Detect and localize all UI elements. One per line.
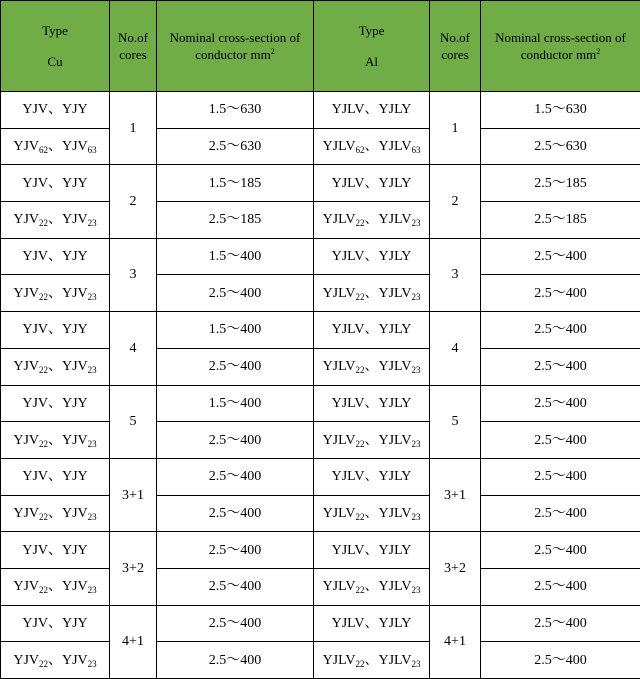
cu-type-separator: 、 xyxy=(48,102,62,118)
cu-section-cell xyxy=(157,275,314,312)
table-row xyxy=(1,532,640,569)
header-type-cu-material: Cu xyxy=(47,54,63,69)
al-type-separator: 、 xyxy=(364,249,379,265)
cu-section-value: 2.5～400 xyxy=(208,615,262,631)
cu-section-value: 1.5～400 xyxy=(208,322,262,338)
cu-section-cell xyxy=(157,92,314,129)
cu-type-a: YJV xyxy=(13,359,39,375)
al-type-separator: 、 xyxy=(364,469,379,485)
table-body xyxy=(1,92,640,679)
cu-type-b: YJV xyxy=(62,359,88,375)
al-type-a-sub: 22 xyxy=(355,291,365,302)
cu-type-cell xyxy=(1,458,110,495)
cu-type-separator: 、 xyxy=(48,652,62,668)
header-type-al-label: Type xyxy=(358,23,385,38)
al-type-a-sub: 22 xyxy=(355,438,365,449)
header-type-al-material: Al xyxy=(365,54,378,69)
al-type-separator: 、 xyxy=(364,432,379,448)
al-type-b: YJLY xyxy=(378,395,412,411)
header-section-label-2: Nominal cross-section of conductor mm xyxy=(495,30,626,62)
cu-type-a: YJV xyxy=(22,469,48,485)
cu-type-separator: 、 xyxy=(48,615,62,631)
al-section-cell xyxy=(481,202,640,239)
al-section-cell xyxy=(481,348,640,385)
cu-type-a: YJV xyxy=(13,652,39,668)
cu-type-a-sub: 22 xyxy=(39,218,48,229)
table-row xyxy=(1,238,640,275)
al-section-value: 2.5～400 xyxy=(534,542,587,558)
cu-type-cell xyxy=(1,128,110,165)
table-row xyxy=(1,202,640,239)
al-type-b: YJLV xyxy=(378,285,412,301)
header-cores-label-2: No.of cores xyxy=(440,30,470,62)
cu-section-cell xyxy=(157,348,314,385)
cu-type-cell xyxy=(1,165,110,202)
al-type-a: YJLV xyxy=(322,359,356,375)
cu-type-a-sub: 22 xyxy=(39,365,48,376)
cu-cores-cell xyxy=(110,238,157,311)
cu-section-value: 2.5～185 xyxy=(208,212,262,228)
al-type-cell xyxy=(314,92,430,129)
al-type-separator: 、 xyxy=(364,579,379,595)
cu-cores-cell xyxy=(110,532,157,605)
cu-type-separator: 、 xyxy=(48,139,62,155)
al-type-separator: 、 xyxy=(364,175,379,191)
cu-type-separator: 、 xyxy=(48,322,62,338)
cu-type-a: YJV xyxy=(22,322,48,338)
al-type-cell xyxy=(314,385,430,422)
table-row xyxy=(1,605,640,642)
cu-type-b: YJY xyxy=(62,175,88,191)
al-type-b: YJLV xyxy=(378,579,412,595)
al-type-separator: 、 xyxy=(364,285,379,301)
al-type-b: YJLV xyxy=(378,212,412,228)
cu-type-a: YJV xyxy=(22,395,48,411)
al-type-cell xyxy=(314,495,430,532)
cu-type-b: YJY xyxy=(62,249,88,265)
al-section-value: 2.5～400 xyxy=(534,322,587,338)
al-type-cell xyxy=(314,532,430,569)
al-section-value: 2.5～400 xyxy=(534,469,587,485)
cu-type-separator: 、 xyxy=(48,579,62,595)
table-row xyxy=(1,458,640,495)
cu-type-separator: 、 xyxy=(48,542,62,558)
cu-type-b: YJV xyxy=(62,652,88,668)
cu-type-b: YJV xyxy=(62,432,88,448)
cu-type-a: YJV xyxy=(13,505,39,521)
al-type-b: YJLY xyxy=(378,175,412,191)
al-type-a: YJLV xyxy=(331,542,365,558)
al-type-separator: 、 xyxy=(364,615,379,631)
al-type-separator: 、 xyxy=(364,652,379,668)
table-row xyxy=(1,422,640,459)
al-type-a: YJLV xyxy=(322,139,356,155)
al-type-cell xyxy=(314,238,430,275)
al-type-a: YJLV xyxy=(331,102,365,118)
al-section-cell xyxy=(481,605,640,642)
cu-type-b: YJY xyxy=(62,395,88,411)
al-type-a-sub: 22 xyxy=(355,365,365,376)
al-type-separator: 、 xyxy=(364,212,379,228)
al-section-cell xyxy=(481,275,640,312)
cu-type-b: YJY xyxy=(62,469,88,485)
al-section-value: 2.5～400 xyxy=(534,505,587,521)
al-type-cell xyxy=(314,348,430,385)
al-type-a: YJLV xyxy=(322,579,356,595)
cu-section-cell xyxy=(157,532,314,569)
al-type-cell xyxy=(314,128,430,165)
cu-type-separator: 、 xyxy=(48,285,62,301)
al-type-separator: 、 xyxy=(364,505,379,521)
al-type-a: YJLV xyxy=(331,395,365,411)
al-type-a: YJLV xyxy=(322,285,356,301)
cu-type-separator: 、 xyxy=(48,175,62,191)
al-type-b: YJLY xyxy=(378,249,412,265)
cu-type-separator: 、 xyxy=(48,359,62,375)
al-section-value: 2.5～400 xyxy=(534,652,587,668)
cu-type-cell xyxy=(1,642,110,679)
cu-section-cell xyxy=(157,312,314,349)
cu-type-cell xyxy=(1,495,110,532)
al-section-value: 2.5～400 xyxy=(534,395,587,411)
al-cores-value: 3 xyxy=(451,267,459,283)
cu-cores-value: 3+2 xyxy=(122,560,144,576)
cu-type-a: YJV xyxy=(22,542,48,558)
al-section-value: 2.5～185 xyxy=(534,212,587,228)
cu-type-separator: 、 xyxy=(48,505,62,521)
al-type-b-sub: 23 xyxy=(411,438,421,449)
cu-cores-cell xyxy=(110,312,157,385)
header-section-unit-sup-2: 2 xyxy=(596,47,601,56)
al-type-b: YJLY xyxy=(378,615,412,631)
header-type-al xyxy=(314,1,430,92)
al-type-separator: 、 xyxy=(364,102,379,118)
table-row xyxy=(1,275,640,312)
cu-cores-value: 5 xyxy=(129,414,137,430)
cu-section-cell xyxy=(157,642,314,679)
cu-cores-value: 1 xyxy=(129,120,137,136)
al-type-cell xyxy=(314,568,430,605)
cu-cores-cell xyxy=(110,92,157,165)
cu-section-cell xyxy=(157,605,314,642)
al-type-a-sub: 22 xyxy=(355,585,365,596)
cu-type-b: YJV xyxy=(62,505,88,521)
cu-type-a: YJV xyxy=(22,175,48,191)
cu-type-cell xyxy=(1,385,110,422)
cu-cores-value: 4 xyxy=(129,340,137,356)
cu-type-cell xyxy=(1,92,110,129)
cu-section-cell xyxy=(157,202,314,239)
cu-type-a: YJV xyxy=(13,579,39,595)
table-row xyxy=(1,642,640,679)
table-row xyxy=(1,92,640,129)
al-type-a: YJLV xyxy=(331,322,365,338)
al-type-separator: 、 xyxy=(364,395,379,411)
al-section-cell xyxy=(481,165,640,202)
cu-cores-value: 3 xyxy=(129,267,137,283)
al-section-cell xyxy=(481,238,640,275)
al-type-b: YJLY xyxy=(378,322,412,338)
al-cores-value: 1 xyxy=(451,120,459,136)
cu-type-separator: 、 xyxy=(48,469,62,485)
header-cores-2 xyxy=(430,1,481,92)
cu-type-a: YJV xyxy=(13,285,39,301)
al-type-separator: 、 xyxy=(364,359,379,375)
al-cores-cell xyxy=(430,385,481,458)
cu-type-b: YJY xyxy=(62,615,88,631)
cu-section-cell xyxy=(157,568,314,605)
cu-type-cell xyxy=(1,202,110,239)
al-section-value: 2.5～400 xyxy=(534,432,587,448)
al-type-b-sub: 23 xyxy=(411,511,421,522)
cu-type-b: YJV xyxy=(62,579,88,595)
cu-section-cell xyxy=(157,128,314,165)
al-cores-cell xyxy=(430,312,481,385)
al-section-value: 2.5～400 xyxy=(534,285,587,301)
cu-section-value: 2.5～400 xyxy=(208,359,262,375)
al-type-b: YJLV xyxy=(378,652,412,668)
header-type-cu-label: Type xyxy=(42,23,68,38)
al-section-value: 2.5～400 xyxy=(534,579,587,595)
al-type-a-sub: 22 xyxy=(355,218,365,229)
al-type-b-sub: 23 xyxy=(411,218,421,229)
cu-type-b: YJY xyxy=(62,102,88,118)
al-type-separator: 、 xyxy=(364,139,379,155)
cu-type-b: YJV xyxy=(62,212,88,228)
cu-type-b-sub: 23 xyxy=(87,218,97,229)
al-section-cell xyxy=(481,568,640,605)
al-section-value: 2.5～400 xyxy=(534,249,587,265)
al-cores-value: 4 xyxy=(451,340,459,356)
al-section-value: 2.5～400 xyxy=(534,359,587,375)
al-cores-cell xyxy=(430,92,481,165)
cu-section-value: 2.5～400 xyxy=(208,432,262,448)
al-cores-cell xyxy=(430,238,481,311)
al-type-b: YJLY xyxy=(378,469,412,485)
al-type-cell xyxy=(314,165,430,202)
cu-type-a: YJV xyxy=(13,139,39,155)
cu-section-cell xyxy=(157,385,314,422)
al-type-b: YJLV xyxy=(378,359,412,375)
al-section-cell xyxy=(481,312,640,349)
cu-type-b: YJY xyxy=(62,542,88,558)
cu-type-separator: 、 xyxy=(48,395,62,411)
cu-section-cell xyxy=(157,495,314,532)
cu-type-a-sub: 22 xyxy=(39,291,48,302)
cu-type-separator: 、 xyxy=(48,432,62,448)
al-type-cell xyxy=(314,605,430,642)
table-row xyxy=(1,165,640,202)
cu-type-cell xyxy=(1,532,110,569)
cu-type-a-sub: 22 xyxy=(39,438,48,449)
al-type-a: YJLV xyxy=(331,469,365,485)
al-section-cell xyxy=(481,385,640,422)
header-section-label: Nominal cross-section of conductor mm xyxy=(169,30,301,62)
cu-type-b-sub: 23 xyxy=(87,438,97,449)
cu-cores-cell xyxy=(110,605,157,678)
al-type-b-sub: 23 xyxy=(411,585,421,596)
table-row xyxy=(1,385,640,422)
al-type-b-sub: 63 xyxy=(411,145,421,156)
al-cores-cell xyxy=(430,165,481,238)
al-cores-value: 4+1 xyxy=(444,634,466,650)
cu-section-value: 2.5～400 xyxy=(208,285,262,301)
header-row xyxy=(1,1,640,92)
al-type-b: YJLV xyxy=(378,432,412,448)
cu-cores-cell xyxy=(110,165,157,238)
al-type-a: YJLV xyxy=(331,249,365,265)
cu-cores-value: 4+1 xyxy=(122,634,144,650)
al-type-a-sub: 22 xyxy=(355,511,365,522)
table-row xyxy=(1,312,640,349)
al-type-a-sub: 62 xyxy=(355,145,365,156)
cu-section-value: 2.5～400 xyxy=(208,652,262,668)
al-section-cell xyxy=(481,532,640,569)
al-cores-value: 3+2 xyxy=(444,560,466,576)
al-section-cell xyxy=(481,642,640,679)
al-type-a: YJLV xyxy=(322,505,356,521)
al-cores-value: 2 xyxy=(451,194,459,210)
header-section xyxy=(157,1,314,92)
cu-type-a: YJV xyxy=(22,102,48,118)
cu-cores-cell xyxy=(110,458,157,531)
al-cores-value: 5 xyxy=(451,414,459,430)
table-row xyxy=(1,128,640,165)
al-type-cell xyxy=(314,312,430,349)
cu-type-separator: 、 xyxy=(48,212,62,228)
cu-type-b: YJV xyxy=(62,139,88,155)
cu-type-b-sub: 63 xyxy=(87,145,97,156)
al-section-value: 2.5～185 xyxy=(534,175,587,191)
cu-type-cell xyxy=(1,312,110,349)
cu-section-value: 2.5～400 xyxy=(208,579,262,595)
header-cores-label: No.of cores xyxy=(118,30,148,62)
al-type-b: YJLY xyxy=(378,542,412,558)
table-header xyxy=(1,1,640,92)
cu-section-value: 2.5～630 xyxy=(208,139,262,155)
al-section-value: 2.5～400 xyxy=(534,615,587,631)
al-type-b: YJLY xyxy=(378,102,412,118)
al-type-a: YJLV xyxy=(322,652,356,668)
cu-section-value: 1.5～630 xyxy=(208,102,262,118)
al-type-cell xyxy=(314,642,430,679)
cu-type-b-sub: 23 xyxy=(87,585,97,596)
al-type-a: YJLV xyxy=(331,175,365,191)
cu-type-cell xyxy=(1,605,110,642)
al-type-cell xyxy=(314,275,430,312)
al-cores-cell xyxy=(430,605,481,678)
al-type-b: YJLV xyxy=(378,139,412,155)
cu-type-a-sub: 22 xyxy=(39,585,48,596)
cu-section-value: 2.5～400 xyxy=(208,542,262,558)
table-row xyxy=(1,348,640,385)
cu-type-a-sub: 22 xyxy=(39,658,48,669)
cu-section-value: 1.5～185 xyxy=(208,175,262,191)
al-section-cell xyxy=(481,128,640,165)
al-cores-cell xyxy=(430,458,481,531)
cu-section-value: 1.5～400 xyxy=(208,395,262,411)
al-section-value: 2.5～630 xyxy=(534,139,587,155)
cu-section-cell xyxy=(157,458,314,495)
al-type-a: YJLV xyxy=(322,432,356,448)
al-type-cell xyxy=(314,422,430,459)
cu-type-b-sub: 23 xyxy=(87,365,97,376)
al-type-b-sub: 23 xyxy=(411,658,421,669)
cu-type-cell xyxy=(1,422,110,459)
al-type-separator: 、 xyxy=(364,322,379,338)
cu-type-b-sub: 23 xyxy=(87,511,97,522)
al-type-a: YJLV xyxy=(331,615,365,631)
al-type-cell xyxy=(314,202,430,239)
al-type-b-sub: 23 xyxy=(411,365,421,376)
header-cores xyxy=(110,1,157,92)
al-section-cell xyxy=(481,92,640,129)
cu-section-cell xyxy=(157,165,314,202)
cu-cores-cell xyxy=(110,385,157,458)
cu-type-cell xyxy=(1,568,110,605)
al-section-cell xyxy=(481,422,640,459)
cu-type-a: YJV xyxy=(13,212,39,228)
cu-type-a: YJV xyxy=(22,615,48,631)
al-type-cell xyxy=(314,458,430,495)
table-row xyxy=(1,568,640,605)
cu-type-b: YJY xyxy=(62,322,88,338)
cu-section-cell xyxy=(157,238,314,275)
al-section-cell xyxy=(481,495,640,532)
cu-type-a: YJV xyxy=(22,249,48,265)
cu-type-a-sub: 22 xyxy=(39,511,48,522)
cu-cores-value: 3+1 xyxy=(122,487,144,503)
al-cores-cell xyxy=(430,532,481,605)
cu-section-cell xyxy=(157,422,314,459)
cu-cores-value: 2 xyxy=(129,194,137,210)
cu-section-value: 2.5～400 xyxy=(208,469,262,485)
al-type-a: YJLV xyxy=(322,212,356,228)
cu-type-cell xyxy=(1,238,110,275)
cu-type-a: YJV xyxy=(13,432,39,448)
header-section-2 xyxy=(481,1,640,92)
cu-section-value: 1.5～400 xyxy=(208,249,262,265)
al-cores-value: 3+1 xyxy=(444,487,466,503)
cu-type-b-sub: 23 xyxy=(87,291,97,302)
al-type-b: YJLV xyxy=(378,505,412,521)
al-section-value: 1.5～630 xyxy=(534,102,587,118)
cu-section-value: 2.5～400 xyxy=(208,505,262,521)
cu-type-separator: 、 xyxy=(48,249,62,265)
header-section-unit-sup: 2 xyxy=(270,47,275,56)
al-type-separator: 、 xyxy=(364,542,379,558)
al-type-a-sub: 22 xyxy=(355,658,365,669)
al-type-b-sub: 23 xyxy=(411,291,421,302)
cu-type-b: YJV xyxy=(62,285,88,301)
table-row xyxy=(1,495,640,532)
al-section-cell xyxy=(481,458,640,495)
cu-type-cell xyxy=(1,275,110,312)
cu-type-cell xyxy=(1,348,110,385)
cu-type-b-sub: 23 xyxy=(87,658,97,669)
header-type-cu xyxy=(1,1,110,92)
cu-type-a-sub: 62 xyxy=(39,145,48,156)
